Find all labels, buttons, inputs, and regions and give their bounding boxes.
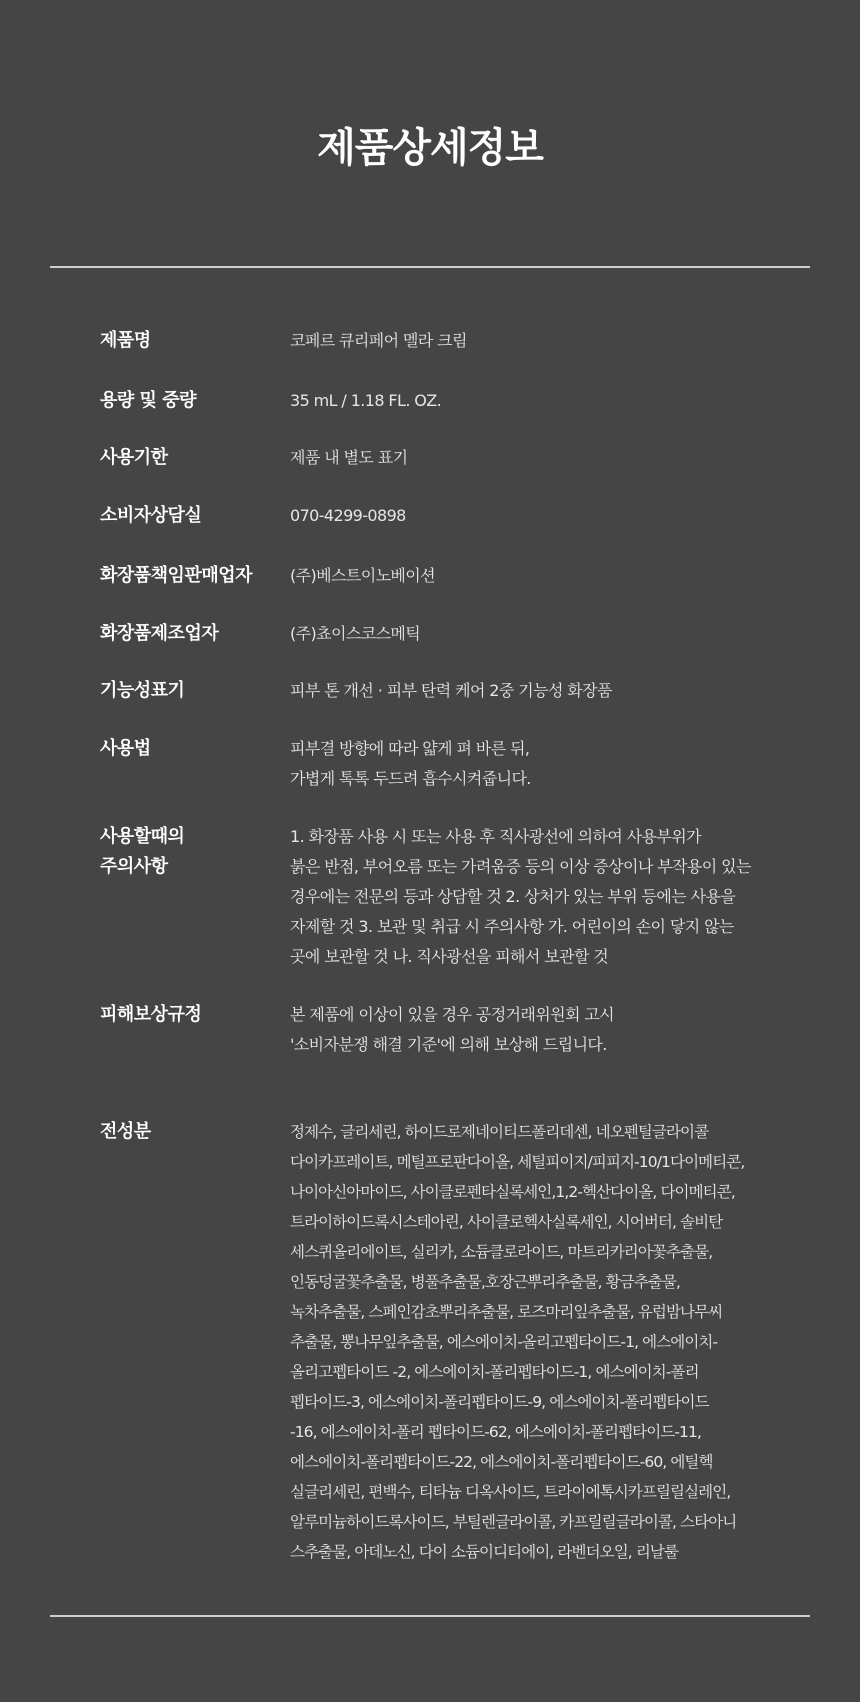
row-label: 화장품책임판매업자 [100,565,252,586]
row-label: 사용기한 [100,447,168,468]
row-value: 피부 톤 개선 · 피부 탄력 케어 2중 기능성 화장품 [290,681,612,700]
row-label: 피해보상규정 [100,1004,202,1025]
bottom-divider [50,1615,810,1617]
row-label: 사용할때의 주의사항 [100,826,185,877]
page-title: 제품상세정보 [317,125,543,171]
row-label: 제품명 [100,330,151,351]
row-label: 기능성표기 [100,680,185,701]
row-value: 070-4299-0898 [290,506,406,525]
row-label: 화장품제조업자 [100,623,219,644]
row-value: 코페르 큐리페어 멜라 크림 [290,331,467,350]
row-value: (주)쵸이스코스메틱 [290,624,421,643]
row-label: 소비자상담실 [100,505,202,526]
row-value: 제품 내 별도 표기 [290,448,408,467]
row-value: 1. 화장품 사용 시 또는 사용 후 직사광선에 의하여 사용부위가 붉은 반점, 부어오름 또는 가려움증 등의 이상 증상이나 부작용이 있는 경우에는 전문의 등과 상담할 것 2. 상처가 있는 부위 등에는 사용을 자제할 것 3. 보관 및 취급 시 주의사항 가. 어린이의 손이 닿지 않는 곳에 보관할 것 나. 직사광선을 피해서 보관할 것 [290,827,751,966]
row-label: 사용법 [100,738,151,759]
row-label: 용량 및 중량 [100,390,196,411]
row-value: 본 제품에 이상이 있을 경우 공정거래위원회 고시 '소비자분쟁 해결 기준'에 의해 보상해 드립니다. [290,1005,615,1054]
row-value: (주)베스트이노베이션 [290,566,435,585]
row-value: 정제수, 글리세린, 하이드로제네이티드폴리데센, 네오펜틸글라이콜 다이카프레이트, 메틸프로판다이올, 세틸피이지/피피지-10/1다이메티콘, 나이아신아마이드, 사이클로펜타실록세인,1,2-헥산다이올, 다이메티콘, 트라이하이드록시스테아린, 사이클로헥사실록세인, 시어버터, 솔비탄 세스퀴올리에이트, 실리카, 소듐클로라이드, 마트리카리아꽃추출물, 인동덩굴꽃추출물, 병풀추출물,호장근뿌리추출물, 황금추출물, 녹차추출물, 스페인감초뿌리추출물, 로즈마리잎추출물, 유럽밤나무씨 추출물, 뽕나무잎추출물, 에스에이치-올리고펩타이드-1, 에스에이치- 올리고펩타이드 -2, 에스에이치-폴리펩타이드-1, 에스에이치-폴리 펩타이드-3, 에스에이치-폴리펩타이드-9, 에스에이치-폴리펩타이드 -16, 에스에이치-폴리 펩타이드-62, 에스에이치-폴리펩타이드-11, 에스에이치-폴리펩타이드-22, 에스에이치-폴리펩타이드-60, 에틸헥 실글리세린, 편백수, 티타늄 디옥사이드, 트라이에톡시카프릴릴실레인, 알루미늄하이드록사이드, 부틸렌글라이콜, 카프릴릴글라이콜, 스타아니 스추출물, 아데노신, 다이 소듐이디티에이, 라벤더오일, 리날룰 [290,1123,745,1561]
row-label: 전성분 [100,1121,151,1142]
top-divider [50,266,810,268]
row-value: 35 mL / 1.18 FL. OZ. [290,391,442,410]
row-value: 피부결 방향에 따라 얇게 펴 바른 뒤, 가볍게 톡톡 두드려 흡수시켜줍니다. [290,739,531,788]
